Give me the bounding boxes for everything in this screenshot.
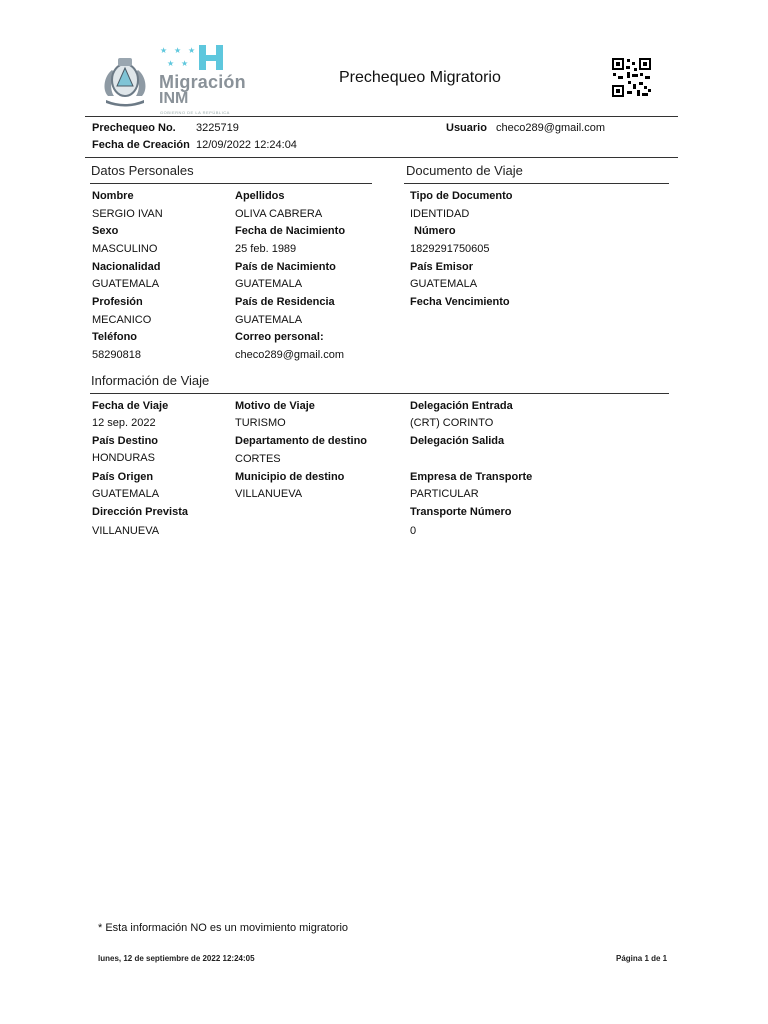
tipo-documento-label: Tipo de Documento [410,190,513,202]
star-icon: ★ [188,46,196,55]
footer-note: * Esta información NO es un movimiento migratorio [98,922,349,934]
pais-destino-value: HONDURAS [92,452,155,464]
fecha-viaje-label: Fecha de Viaje [92,400,169,412]
direccion-prevista-value: VILLANUEVA [92,525,160,537]
telefono-value: 58290818 [92,349,141,361]
municipio-destino-value: VILLANUEVA [235,488,303,500]
section-informacion-viaje: Información de Viaje [91,373,210,388]
footer-datetime: lunes, 12 de septiembre de 2022 12:24:05 [98,954,255,963]
usuario-label: Usuario [446,122,487,134]
documento-viaje-divider [404,183,669,184]
page-title: Prechequeo Migratorio [339,69,501,86]
numero-label: Número [414,225,456,237]
coat-of-arms-logo [100,52,150,108]
delegacion-salida-label: Delegación Salida [410,435,505,447]
motivo-viaje-label: Motivo de Viaje [235,400,315,412]
fecha-creacion-label: Fecha de Creación [92,139,190,151]
nacionalidad-label: Nacionalidad [92,261,161,273]
pais-origen-label: País Origen [92,471,154,483]
nombre-label: Nombre [92,190,134,202]
datos-personales-divider [90,183,372,184]
fecha-nacimiento-label: Fecha de Nacimiento [235,225,346,237]
section-documento-viaje: Documento de Viaje [406,163,523,178]
motivo-viaje-value: TURISMO [235,417,286,429]
departamento-destino-value: CORTES [235,453,281,465]
departamento-destino-label: Departamento de destino [235,435,368,447]
pais-residencia-label: País de Residencia [235,296,335,308]
apellidos-label: Apellidos [235,190,285,202]
section-datos-personales: Datos Personales [91,163,194,178]
direccion-prevista-label: Dirección Prevista [92,506,188,518]
nacionalidad-value: GUATEMALA [92,278,160,290]
star-icon: ★ [167,59,175,68]
tipo-documento-value: IDENTIDAD [410,208,470,220]
pais-nacimiento-label: País de Nacimiento [235,261,336,273]
usuario-value: checo289@gmail.com [496,122,605,134]
sexo-label: Sexo [92,225,119,237]
pais-emisor-label: País Emisor [410,261,473,273]
transporte-numero-label: Transporte Número [410,506,512,518]
star-icon: ★ [160,46,168,55]
logo-line1: Migración [159,72,246,92]
sexo-value: MASCULINO [92,243,158,255]
transporte-numero-value: 0 [410,525,417,537]
prechequeo-value: 3225719 [196,122,239,134]
h-logo-icon [199,45,223,70]
header-divider [85,116,678,117]
fecha-viaje-value: 12 sep. 2022 [92,417,156,429]
informacion-viaje-divider [90,393,669,394]
pais-destino-label: País Destino [92,435,159,447]
fecha-vencimiento-label: Fecha Vencimiento [410,296,510,308]
qr-code [611,57,652,98]
numero-value: 1829291750605 [410,243,490,255]
pais-emisor-value: GUATEMALA [410,278,478,290]
delegacion-entrada-value: (CRT) CORINTO [410,417,494,429]
page-number: Página 1 de 1 [616,954,668,963]
fecha-nacimiento-value: 25 feb. 1989 [235,243,297,255]
meta-divider [85,157,678,158]
correo-value: checo289@gmail.com [235,349,344,361]
pais-origen-value: GUATEMALA [92,488,160,500]
apellidos-value: OLIVA CABRERA [235,208,323,220]
star-icon: ★ [174,46,182,55]
prechequeo-label: Prechequeo No. [92,122,176,134]
fecha-creacion-value: 12/09/2022 12:24:04 [196,139,297,151]
star-icon: ★ [181,59,189,68]
telefono-label: Teléfono [92,331,138,343]
empresa-transporte-label: Empresa de Transporte [410,471,533,483]
profesion-label: Profesión [92,296,143,308]
correo-label: Correo personal: [235,331,324,343]
pais-residencia-value: GUATEMALA [235,314,303,326]
empresa-transporte-value: PARTICULAR [410,488,479,500]
delegacion-entrada-label: Delegación Entrada [410,400,513,412]
municipio-destino-label: Municipio de destino [235,471,345,483]
logo-subtext: GOBIERNO DE LA REPÚBLICA [160,110,230,115]
profesion-value: MECANICO [92,314,152,326]
logo-line2: INM [159,90,189,107]
pais-nacimiento-value: GUATEMALA [235,278,303,290]
nombre-value: SERGIO IVAN [92,208,163,220]
